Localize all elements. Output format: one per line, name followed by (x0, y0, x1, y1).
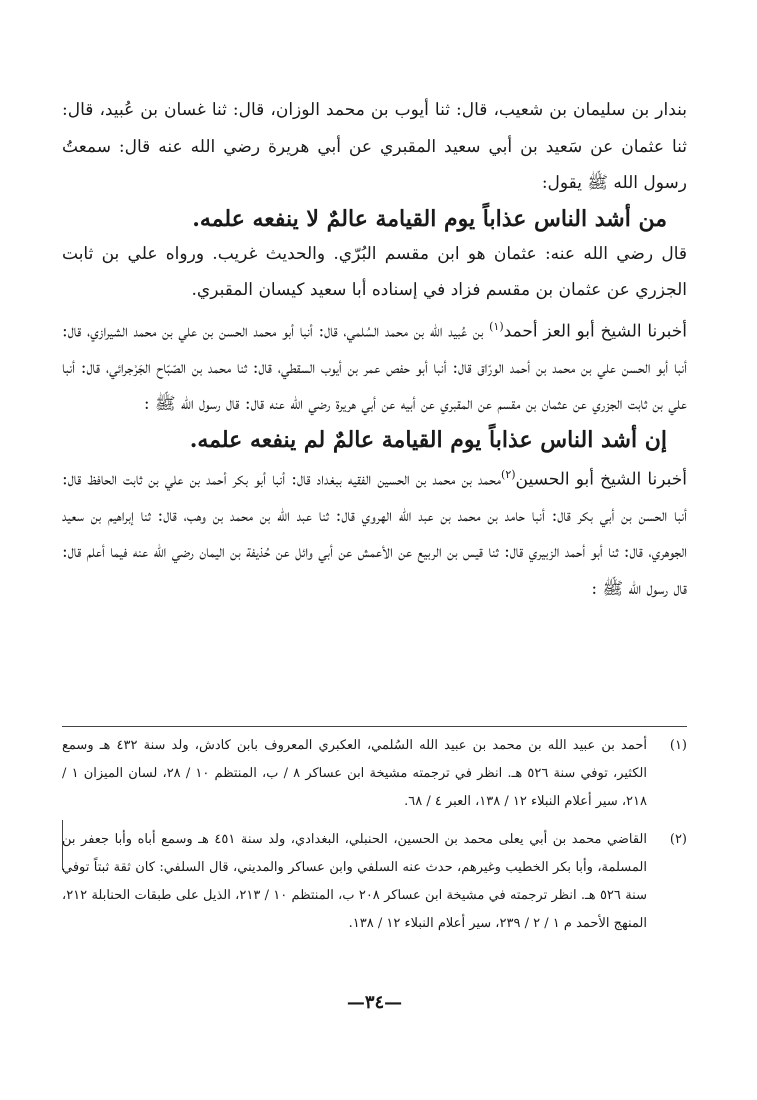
footnote-separator (62, 726, 687, 727)
footnote-1 (62, 732, 687, 816)
footnote-ref-2[interactable]: (٢) (501, 467, 516, 481)
page-number: —٣٤— (346, 992, 403, 1013)
footnote-ref-1[interactable]: (١) (489, 319, 504, 333)
footnote-2-number: (٢) (669, 832, 687, 847)
footnote-1-text: أحمد بن عبيد الله بن محمد بن عبيد الله السُلمي، العكبري المعروف بابن كادش، ولد سنة ٤٣٢ هـ وسمع الكثير، توفي سنة ٥٢٦ هـ. انظر في ترجمته مشيخة ابن عساكر ٨ / ب، المنتظم ١٠ / ٢٨، لسان الميزان ١ / ٢١٨، سير أعلام النبلاء ١٢ / ١٣٨، العبر ٤ / ٦٨. (62, 738, 647, 809)
paragraph-4-rest: محمد بن محمد بن الحسين الفقيه ببغداد قال: أنبا أبو بكر أحمد بن علي بن ثابت الحافظ قال: أنبا الحسن بن أبي بكر قال: أنبا حامد بن محمد بن عبد الله الهروي قال: ثنا عبد الله بن محمد بن وهب، قال: ثنا إبراهيم بن سعيد الجوهري، قال: ثنا أبو أحمد الزبيري قال: ثنا قيس بن الربيع عن الأعمش عن أبي وائل عن حُذيفة بن اليمان رضي الله عنه فيما أعلم قال: قال رسول الله ﷺ : (62, 469, 687, 599)
paragraph-1: بندار بن سليمان بن شعيب، قال: ثنا أيوب بن محمد الوزان، قال: ثنا غسان بن عُبيد، قال: ثنا عثمان عن سَعيد بن أبي سعيد المقبري عن أبي هريرة رضي الله عنه قال: سمعتُ رسول الله ﷺ يقول: (62, 100, 687, 193)
footnotes (62, 732, 687, 948)
paragraph-3-start: أخبرنا الشيخ أبو العز أحمد (503, 321, 687, 342)
footnote-2-text: القاضي محمد بن أبي يعلى محمد بن الحسين، الحنبلي، البغدادي، ولد سنة ٤٥١ هـ وسمع أباه وأبا جعفر بن المسلمة، وأبا بكر الخطيب وغيرهم، حدث عنه السلفي وابن عساكر والمديني، قال السلفي: كان ثقة ثبتاً توفي سنة ٥٢٦ هـ. انظر ترجمته في مشيخة ابن عساكر ٢٠٨ ب، المنتظم ١٠ / ٢١٣، الذيل على طبقات الحنابلة ٢١٢، المنهج الأحمد م ١ / ٢ / ٢٣٩، سير أعلام النبلاء ١٢ / ١٣٨. (62, 832, 648, 931)
hadith-2: إن أشد الناس عذاباً يوم القيامة عالمٌ لم ينفعه علمه. (189, 426, 667, 453)
hadith-1: من أشد الناس عذاباً يوم القيامة عالمٌ لا ينفعه علمه. (192, 205, 667, 232)
paragraph-4 (62, 457, 687, 608)
main-text (62, 92, 687, 607)
footnote-1-number: (١) (669, 738, 687, 753)
page-content (62, 92, 687, 1092)
margin-bar (62, 820, 63, 870)
paragraph-3 (62, 309, 687, 423)
footnote-2 (62, 826, 687, 938)
paragraph-2: قال رضي الله عنه: عثمان هو ابن مقسم البُرّي. والحديث غريب. ورواه علي بن ثابت الجزري عن عثمان بن مقسم فزاد في إسناده أبا سعيد كيسان المقبري. (62, 243, 687, 300)
paragraph-4-start: أخبرنا الشيخ أبو الحسين (515, 469, 688, 490)
paragraph-3-rest: بن عُبيد الله بن محمد السُلمي، قال: أنبا أبو محمد الحسن بن علي بن محمد الشيرازي، قال: أنبا أبو الحسن علي بن محمد بن أحمد الورّاق قال: أنبا أبو حفص عمر بن أيوب السقطي، قال: ثنا محمد بن الصّبّاح الجَرْجرائي، قال: أنبا علي بن ثابت الجزري عن عثمان بن مقسم عن المقبري عن أبيه عن أبي هريرة رضي الله عنه قال: قال رسول الله ﷺ : (62, 321, 687, 415)
